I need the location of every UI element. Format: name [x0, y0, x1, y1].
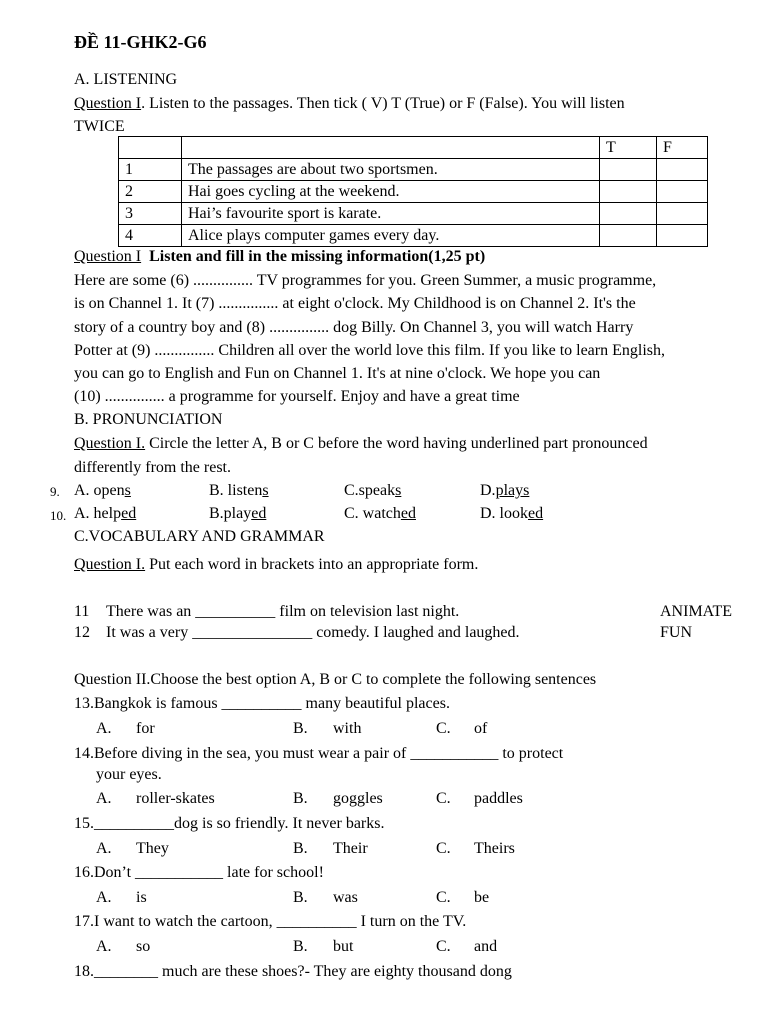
- table-cell: [119, 137, 182, 159]
- passage-line: is on Channel 1. It (7) ............... at eight o'clock. My Childhood is on Channel 2. It's the: [74, 295, 636, 312]
- passage-line: story of a country boy and (8) ............... dog Billy. On Channel 3, you will watch Harry: [74, 319, 634, 336]
- option-c[interactable]: C. be: [436, 889, 490, 906]
- pron-instruction-cont: differently from the rest.: [74, 459, 231, 476]
- item-number: 9.: [50, 484, 60, 499]
- option-c[interactable]: C. paddles: [436, 790, 523, 807]
- passage-line: you can go to English and Fun on Channel 1. It's at nine o'clock. We hope you can: [74, 365, 601, 382]
- row-number: 1: [119, 159, 182, 181]
- word-form-label: Question I.: [74, 556, 146, 573]
- section-c-heading: C.VOCABULARY AND GRAMMAR: [74, 528, 325, 545]
- question-stem: 18.________ much are these shoes?- They are eighty thousand dong: [74, 963, 512, 980]
- false-checkbox-cell[interactable]: [657, 159, 708, 181]
- option-a[interactable]: A. helped: [74, 505, 137, 522]
- item-number: 12: [74, 624, 90, 641]
- true-checkbox-cell[interactable]: [600, 159, 657, 181]
- option-c[interactable]: C. and: [436, 938, 498, 955]
- option-c[interactable]: C. Theirs: [436, 840, 515, 857]
- word-form-instruction: [74, 555, 478, 575]
- q2-instruction: [74, 247, 485, 267]
- option-b[interactable]: B. was: [293, 889, 358, 906]
- page-title: ĐỀ 11-GHK2-G6: [74, 32, 207, 52]
- row-statement: Hai goes cycling at the weekend.: [182, 181, 600, 203]
- passage-line: (10) ............... a programme for yourself. Enjoy and have a great time: [74, 388, 520, 405]
- item-number: 10.: [50, 508, 67, 523]
- option-b[interactable]: B. with: [293, 720, 362, 737]
- q1-instruction: [74, 94, 625, 114]
- pron-instruction: [74, 434, 648, 454]
- question-stem: 16.Don’t ___________ late for school!: [74, 864, 324, 881]
- row-number: 2: [119, 181, 182, 203]
- sentence-12: It was a very _______________ comedy. I laughed and laughed.: [106, 624, 520, 641]
- option-b[interactable]: B. but: [293, 938, 354, 955]
- table-row: [119, 181, 708, 203]
- pron-label: Question I.: [74, 435, 146, 452]
- question-stem: 13.Bangkok is famous __________ many beautiful places.: [74, 695, 450, 712]
- q1-label: Question I: [74, 95, 142, 112]
- option-c[interactable]: C. watched: [344, 505, 416, 522]
- q2-label: Question I: [74, 248, 142, 265]
- word-form-text: Put each word in brackets into an appropriate form.: [145, 556, 479, 573]
- table-row: [119, 203, 708, 225]
- q2-bold-text: Listen and fill in the missing information(1,25 pt): [149, 248, 486, 265]
- question-stem-cont: your eyes.: [96, 766, 162, 783]
- true-false-table: [118, 136, 708, 247]
- row-number: 4: [119, 225, 182, 247]
- bracket-word: FUN: [660, 624, 693, 641]
- item-number: 11: [74, 603, 90, 620]
- row-statement: Hai’s favourite sport is karate.: [182, 203, 600, 225]
- question-stem: 17.I want to watch the cartoon, __________ I turn on the TV.: [74, 913, 467, 930]
- option-a[interactable]: A. for: [96, 720, 155, 737]
- passage-line: Potter at (9) ............... Children all over the world love this film. If you like to learn English,: [74, 342, 665, 359]
- option-d[interactable]: D. looked: [480, 505, 544, 522]
- col-f-header: F: [657, 137, 708, 159]
- table-header-row: [119, 137, 708, 159]
- question-stem: 15.__________dog is so friendly. It never barks.: [74, 815, 385, 832]
- option-b[interactable]: B. listens: [209, 482, 269, 499]
- false-checkbox-cell[interactable]: [657, 225, 708, 247]
- q1-text: . Listen to the passages. Then tick ( V) T (True) or F (False). You will listen: [141, 95, 625, 112]
- col-t-header: T: [600, 137, 657, 159]
- option-b[interactable]: B. goggles: [293, 790, 383, 807]
- question-stem: 14.Before diving in the sea, you must wear a pair of ___________ to protect: [74, 745, 564, 762]
- option-a[interactable]: A. They: [96, 840, 169, 857]
- mc-heading: Question II.Choose the best option A, B or C to complete the following sentences: [74, 671, 597, 688]
- option-c[interactable]: C. of: [436, 720, 488, 737]
- true-checkbox-cell[interactable]: [600, 225, 657, 247]
- true-checkbox-cell[interactable]: [600, 181, 657, 203]
- passage-line: Here are some (6) ............... TV programmes for you. Green Summer, a music programme,: [74, 272, 657, 289]
- option-a[interactable]: A. so: [96, 938, 151, 955]
- false-checkbox-cell[interactable]: [657, 203, 708, 225]
- option-b[interactable]: B. Their: [293, 840, 368, 857]
- option-a[interactable]: A. opens: [74, 482, 131, 499]
- false-checkbox-cell[interactable]: [657, 181, 708, 203]
- bracket-word: ANIMATE: [660, 603, 732, 620]
- pron-text: Circle the letter A, B or C before the word having underlined part pronounced: [145, 435, 648, 452]
- section-b-heading: B. PRONUNCIATION: [74, 411, 223, 428]
- table-row: [119, 225, 708, 247]
- row-statement: Alice plays computer games every day.: [182, 225, 600, 247]
- option-c[interactable]: C.speaks: [344, 482, 402, 499]
- row-number: 3: [119, 203, 182, 225]
- true-checkbox-cell[interactable]: [600, 203, 657, 225]
- option-a[interactable]: A. roller-skates: [96, 790, 215, 807]
- option-d[interactable]: D.plays: [480, 482, 530, 499]
- option-b[interactable]: B.played: [209, 505, 267, 522]
- q1-instruction-cont: TWICE: [74, 118, 125, 135]
- table-row: [119, 159, 708, 181]
- section-a-heading: A. LISTENING: [74, 71, 178, 88]
- table-cell: [182, 137, 600, 159]
- option-a[interactable]: A. is: [96, 889, 147, 906]
- row-statement: The passages are about two sportsmen.: [182, 159, 600, 181]
- sentence-11: There was an __________ film on television last night.: [106, 603, 460, 620]
